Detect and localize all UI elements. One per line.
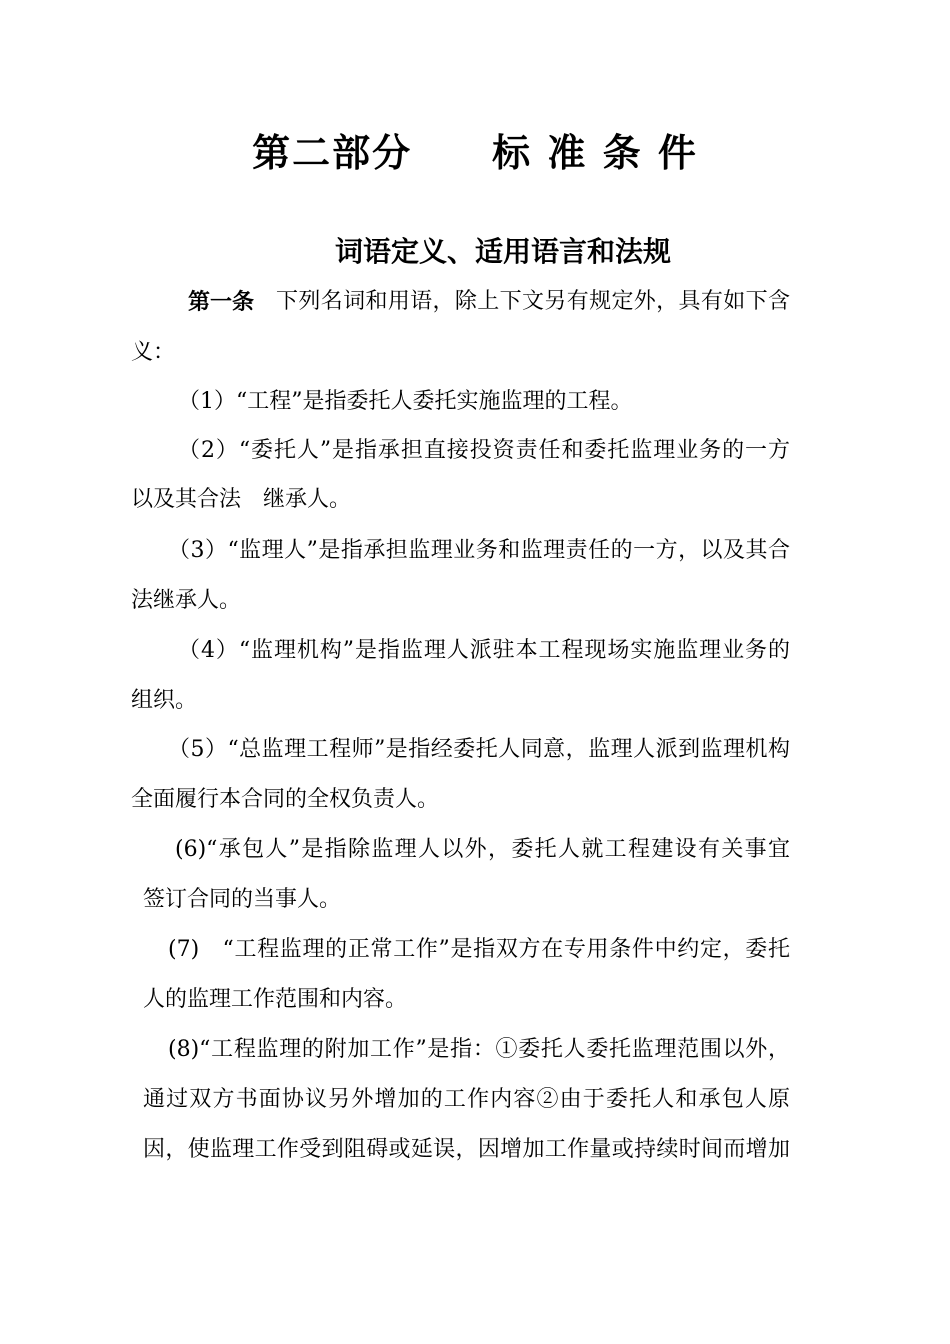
definition-8-line-1: (8)“工程监理的附加工作”是指：①委托人委托监理范围以外， bbox=[168, 1037, 790, 1062]
definition-7-line-2: 人的监理工作范围和内容。 bbox=[143, 987, 408, 1012]
definition-6-line-1: (6)“承包人”是指除监理人以外，委托人就工程建设有关事宜 bbox=[175, 837, 790, 862]
definition-8-line-2: 通过双方书面协议另外增加的工作内容②由于委托人和承包人原 bbox=[143, 1087, 790, 1112]
definition-4-line-1: （4）“监理机构”是指监理人派驻本工程现场实施监理业务的 bbox=[178, 638, 790, 663]
definition-7-line-1: (7) “工程监理的正常工作”是指双方在专用条件中约定，委托 bbox=[168, 937, 790, 962]
article-intro-line-2: 义： bbox=[131, 340, 176, 365]
definition-1-line-1: （1）“工程”是指委托人委托实施监理的工程。 bbox=[178, 389, 633, 414]
article-intro-line-1: 下列名词和用语，除上下文另有规定外，具有如下含 bbox=[276, 289, 790, 314]
definition-2-line-2: 以及其合法 继承人。 bbox=[131, 487, 352, 512]
definition-8-line-3: 因，使监理工作受到阻碍或延误，因增加工作量或持续时间而增加 bbox=[143, 1137, 790, 1162]
definition-5-line-1: （5）“总监理工程师”是指经委托人同意，监理人派到监理机构 bbox=[168, 737, 790, 762]
article-label: 第一条 bbox=[188, 289, 255, 315]
definition-6-line-2: 签订合同的当事人。 bbox=[143, 887, 342, 912]
definition-3-line-2: 法继承人。 bbox=[131, 588, 242, 613]
definition-3-line-1: （3）“监理人”是指承担监理业务和监理责任的一方，以及其合 bbox=[168, 538, 790, 563]
definition-2-line-1: （2）“委托人”是指承担直接投资责任和委托监理业务的一方 bbox=[178, 438, 790, 463]
section-heading: 词语定义、适用语言和法规 bbox=[334, 235, 671, 268]
definition-5-line-2: 全面履行本合同的全权负责人。 bbox=[131, 787, 440, 812]
definition-4-line-2: 组织。 bbox=[131, 688, 198, 713]
page-title: 第二部分 标 准 条 件 bbox=[252, 130, 698, 175]
